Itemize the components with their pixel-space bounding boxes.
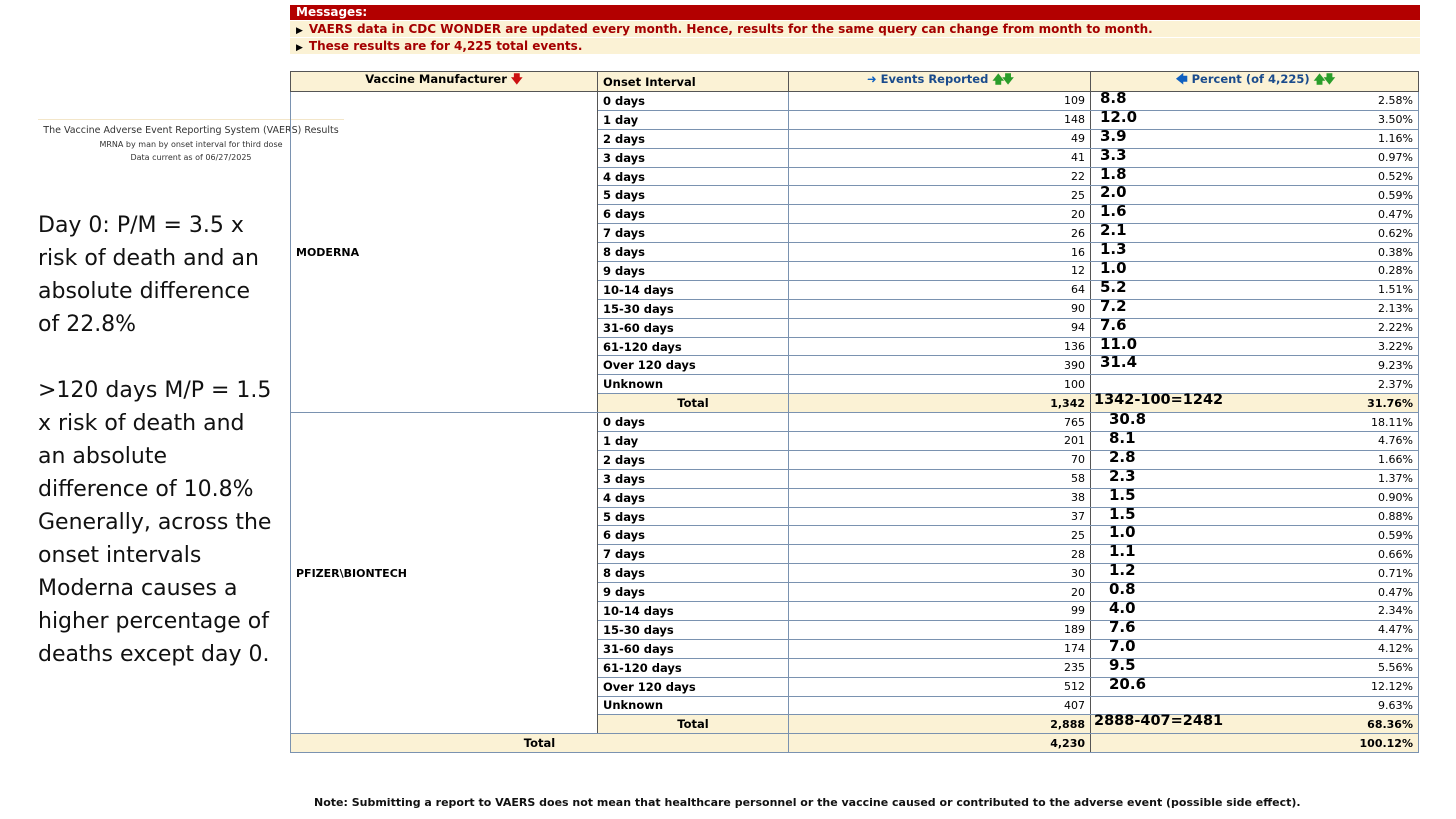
events-cell: 26: [789, 224, 1091, 243]
percent-value: 0.90%: [1378, 491, 1413, 505]
events-cell: 16: [789, 243, 1091, 262]
handwritten-annotation: 8.8: [1100, 89, 1127, 107]
total-percent: [1091, 715, 1419, 734]
handwritten-annotation: 7.2: [1100, 296, 1127, 315]
onset-cell: 15-30 days: [598, 620, 789, 639]
events-cell: 25: [789, 526, 1091, 545]
events-cell: 25: [789, 186, 1091, 205]
percent-value: 9.63%: [1378, 698, 1413, 712]
sort-up-down-icon[interactable]: 🡅🡇: [1313, 72, 1334, 86]
table-row: [291, 413, 1419, 432]
message-text: VAERS data in CDC WONDER are updated every month. Hence, results for the same query can change from month to month.: [308, 22, 1153, 36]
percent-value: 0.59%: [1378, 528, 1413, 542]
total-events: 2,888: [789, 715, 1091, 734]
table-header-row: [291, 72, 1419, 92]
triangle-right-icon: ▶: [296, 26, 303, 36]
handwritten-annotation: 1.1: [1109, 542, 1136, 561]
events-cell: 99: [789, 602, 1091, 621]
onset-cell: 4 days: [598, 167, 789, 186]
percent-cell: [1091, 447, 1419, 469]
percent-cell: [1091, 375, 1419, 394]
messages-box: [290, 5, 1420, 54]
percent-value: 0.28%: [1378, 264, 1413, 278]
header-manufacturer[interactable]: [291, 72, 598, 92]
onset-cell: 1 day: [598, 432, 789, 451]
onset-cell: 61-120 days: [598, 658, 789, 677]
events-cell: 390: [789, 356, 1091, 375]
percent-cell: [1091, 107, 1419, 129]
onset-cell: Over 120 days: [598, 356, 789, 375]
onset-cell: 4 days: [598, 488, 789, 507]
events-cell: 109: [789, 92, 1091, 111]
percent-cell: [1091, 277, 1419, 299]
events-cell: 512: [789, 677, 1091, 696]
messages-header: Messages:: [290, 5, 1420, 20]
percent-value: 0.52%: [1378, 170, 1413, 183]
percent-cell: [1091, 315, 1419, 337]
header-percent-label: Percent (of 4,225): [1191, 72, 1310, 86]
percent-value: 0.59%: [1378, 188, 1413, 202]
percent-cell: [1091, 164, 1419, 186]
onset-cell: 61-120 days: [598, 337, 789, 356]
total-percent-value: 31.76%: [1367, 396, 1413, 410]
percent-value: 1.37%: [1378, 472, 1413, 486]
onset-cell: 5 days: [598, 507, 789, 526]
percent-value: 0.62%: [1378, 226, 1413, 240]
header-events[interactable]: [789, 72, 1091, 92]
results-table: [290, 71, 1419, 753]
percent-cell: [1091, 145, 1419, 167]
percent-value: 12.12%: [1371, 680, 1413, 694]
note-day0: Day 0: P/M = 3.5 x risk of death and an absolute difference of 22.8%: [38, 213, 259, 337]
onset-cell: 2 days: [598, 129, 789, 148]
percent-value: 3.22%: [1378, 340, 1413, 354]
percent-cell: [1091, 636, 1419, 658]
percent-value: 4.12%: [1378, 642, 1413, 656]
events-cell: 235: [789, 658, 1091, 677]
onset-cell: Over 120 days: [598, 677, 789, 696]
handwritten-annotation: 8.1: [1109, 429, 1136, 448]
table-row: [291, 92, 1419, 111]
handwritten-annotation: 2.8: [1109, 447, 1136, 466]
percent-value: 2.37%: [1378, 377, 1413, 391]
onset-cell: 7 days: [598, 545, 789, 564]
percent-value: 0.47%: [1378, 585, 1413, 599]
onset-cell: 6 days: [598, 205, 789, 224]
handwritten-annotation: 1.2: [1109, 561, 1136, 580]
sort-up-down-icon[interactable]: 🡅🡇: [992, 72, 1012, 86]
onset-cell: 31-60 days: [598, 639, 789, 658]
percent-value: 0.47%: [1378, 207, 1413, 221]
events-cell: 58: [789, 469, 1091, 488]
percent-cell: [1091, 89, 1419, 111]
percent-value: 0.38%: [1378, 245, 1413, 259]
percent-cell: [1091, 561, 1419, 583]
onset-cell: Unknown: [598, 696, 789, 715]
onset-cell: 0 days: [598, 413, 789, 432]
onset-cell: 31-60 days: [598, 318, 789, 337]
onset-cell: 7 days: [598, 224, 789, 243]
events-cell: 22: [789, 167, 1091, 186]
percent-cell: [1091, 240, 1419, 262]
percent-cell: [1091, 296, 1419, 318]
events-cell: 189: [789, 620, 1091, 639]
handwritten-annotation: 9.5: [1109, 655, 1136, 674]
manufacturer-cell: MODERNA: [291, 92, 598, 413]
onset-cell: 3 days: [598, 148, 789, 167]
footnote: Note: Submitting a report to VAERS does not mean that healthcare personnel or the vaccine caused or contributed to the adverse event (possible side effect).: [314, 796, 1301, 809]
onset-cell: 10-14 days: [598, 602, 789, 621]
total-label: Total: [598, 394, 789, 413]
onset-cell: 1 day: [598, 110, 789, 129]
onset-cell: 3 days: [598, 469, 789, 488]
events-cell: 100: [789, 375, 1091, 394]
arrow-left-icon[interactable]: 🡄: [1175, 72, 1188, 86]
events-cell: 201: [789, 432, 1091, 451]
message-line: [290, 21, 1420, 37]
handwritten-annotation: 1342-100=1242: [1094, 392, 1224, 409]
percent-cell: [1091, 126, 1419, 148]
onset-cell: 9 days: [598, 583, 789, 602]
percent-value: 4.76%: [1378, 434, 1413, 448]
percent-cell: [1091, 504, 1419, 526]
handwritten-annotation: 20.6: [1109, 674, 1147, 693]
events-cell: 94: [789, 318, 1091, 337]
triangle-right-icon: ▶: [296, 43, 303, 53]
onset-cell: 9 days: [598, 262, 789, 281]
handwritten-annotation: 4.0: [1109, 599, 1136, 618]
caption-date: Data current as of 06/27/2025: [130, 153, 252, 162]
handwritten-annotation: 1.0: [1109, 523, 1136, 542]
percent-value: 0.66%: [1378, 547, 1413, 561]
grand-total-events: 4,230: [789, 734, 1091, 753]
percent-value: 0.88%: [1378, 510, 1413, 524]
onset-cell: 8 days: [598, 243, 789, 262]
header-manufacturer-label: Vaccine Manufacturer: [365, 72, 507, 86]
handwritten-annotation: 2.1: [1100, 221, 1127, 240]
handwritten-annotation: 2.3: [1109, 466, 1136, 485]
percent-cell: [1091, 353, 1419, 375]
handwritten-annotation: 7.6: [1109, 617, 1136, 636]
handwritten-annotation: 7.6: [1100, 315, 1127, 334]
handwritten-annotation: 7.0: [1109, 636, 1136, 655]
events-cell: 28: [789, 545, 1091, 564]
percent-cell: [1091, 202, 1419, 224]
onset-cell: 15-30 days: [598, 299, 789, 318]
grand-total-percent: 100.12%: [1091, 734, 1419, 753]
events-cell: 37: [789, 507, 1091, 526]
note-general: Generally, across the onset intervals Moderna causes a higher percentage of deaths except day 0.: [38, 510, 272, 667]
events-cell: 41: [789, 148, 1091, 167]
events-cell: 136: [789, 337, 1091, 356]
percent-cell: [1091, 485, 1419, 507]
percent-cell: [1091, 599, 1419, 621]
handwritten-annotation: 1.5: [1109, 504, 1136, 523]
percent-value: 18.11%: [1371, 415, 1413, 429]
percent-cell: [1091, 183, 1419, 205]
total-events: 1,342: [789, 394, 1091, 413]
events-cell: 30: [789, 564, 1091, 583]
caption-title: The Vaccine Adverse Event Reporting System (VAERS) Results: [43, 125, 339, 136]
handwritten-annotation: 30.8: [1109, 410, 1147, 429]
percent-cell: [1091, 334, 1419, 356]
message-line: [290, 38, 1420, 54]
percent-cell: [1091, 523, 1419, 545]
handwritten-annotation: 5.2: [1100, 277, 1127, 296]
handwritten-annotation: 1.5: [1109, 485, 1136, 504]
percent-value: 2.13%: [1378, 302, 1413, 316]
handwritten-annotation: 3.9: [1100, 126, 1127, 145]
percent-value: 2.34%: [1378, 604, 1413, 618]
onset-cell: Unknown: [598, 375, 789, 394]
header-onset-label: Onset Interval: [603, 74, 696, 89]
percent-cell: [1091, 674, 1419, 696]
onset-cell: 10-14 days: [598, 280, 789, 299]
handwritten-annotation: 1.6: [1100, 202, 1127, 221]
events-cell: 407: [789, 696, 1091, 715]
handwritten-annotation: 11.0: [1100, 334, 1138, 353]
percent-cell: [1091, 542, 1419, 564]
handwritten-annotation: 1.3: [1100, 240, 1127, 259]
events-cell: 20: [789, 205, 1091, 224]
percent-value: 3.50%: [1378, 113, 1413, 127]
percent-value: 0.71%: [1378, 566, 1413, 580]
handwritten-annotation: 1.8: [1100, 164, 1127, 183]
onset-cell: 6 days: [598, 526, 789, 545]
events-cell: 174: [789, 639, 1091, 658]
handwritten-annotation: 1.0: [1100, 259, 1127, 278]
percent-value: 1.66%: [1378, 453, 1413, 467]
events-cell: 12: [789, 262, 1091, 281]
percent-cell: [1091, 410, 1419, 432]
percent-cell: [1091, 221, 1419, 243]
manufacturer-cell: PFIZER\BIONTECH: [291, 413, 598, 734]
grand-total-row: [291, 734, 1419, 753]
onset-cell: 5 days: [598, 186, 789, 205]
onset-cell: 2 days: [598, 450, 789, 469]
events-cell: 38: [789, 488, 1091, 507]
percent-cell: [1091, 617, 1419, 639]
percent-cell: [1091, 466, 1419, 488]
events-cell: 64: [789, 280, 1091, 299]
arrow-right-icon[interactable]: ➜: [866, 72, 877, 86]
handwritten-annotation: 2888-407=2481: [1094, 713, 1224, 730]
total-percent-value: 68.36%: [1367, 717, 1413, 731]
events-cell: 20: [789, 583, 1091, 602]
percent-cell: [1091, 696, 1419, 715]
header-percent[interactable]: [1091, 72, 1419, 92]
onset-cell: 0 days: [598, 92, 789, 111]
note-over120: >120 days M/P = 1.5 x risk of death and an absolute difference of 10.8%: [38, 378, 272, 502]
handwritten-annotation: 3.3: [1100, 145, 1127, 164]
handwritten-annotation: 31.4: [1100, 353, 1138, 372]
percent-value: 1.51%: [1378, 283, 1413, 297]
percent-cell: [1091, 429, 1419, 451]
handwritten-annotation: 0.8: [1109, 580, 1136, 599]
percent-cell: [1091, 580, 1419, 602]
events-cell: 148: [789, 110, 1091, 129]
events-cell: 765: [789, 413, 1091, 432]
percent-value: 5.56%: [1378, 661, 1413, 675]
events-cell: 70: [789, 450, 1091, 469]
caption-subtitle: MRNA by man by onset interval for third dose: [99, 140, 283, 149]
message-text: These results are for 4,225 total events.: [308, 39, 583, 53]
onset-cell: 8 days: [598, 564, 789, 583]
header-events-label: Events Reported: [880, 72, 989, 86]
header-onset: [598, 72, 789, 92]
percent-value: 1.16%: [1378, 132, 1413, 146]
sort-down-icon[interactable]: 🡇: [510, 72, 523, 86]
percent-value: 4.47%: [1378, 623, 1413, 637]
handwritten-annotation: 2.0: [1100, 183, 1127, 202]
total-label: Total: [598, 715, 789, 734]
percent-value: 9.23%: [1378, 358, 1413, 372]
percent-value: 0.97%: [1378, 151, 1413, 165]
analysis-notes: [38, 209, 278, 671]
percent-value: 2.22%: [1378, 321, 1413, 335]
events-cell: 90: [789, 299, 1091, 318]
handwritten-annotation: 12.0: [1100, 107, 1138, 126]
percent-cell: [1091, 259, 1419, 281]
percent-value: 2.58%: [1378, 94, 1413, 108]
events-cell: 49: [789, 129, 1091, 148]
grand-total-label: Total: [291, 734, 789, 753]
